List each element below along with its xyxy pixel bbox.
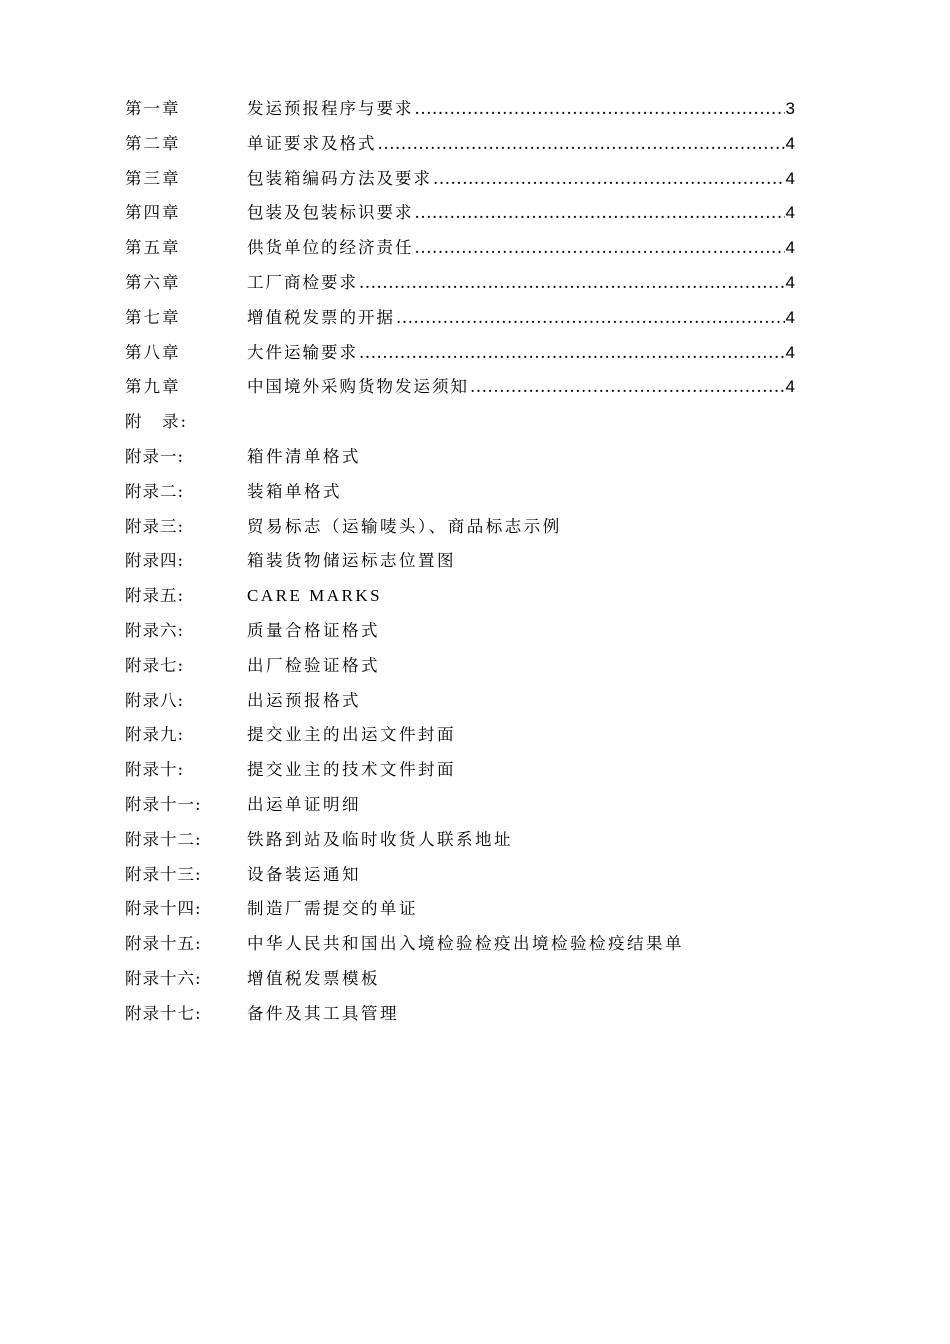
chapter-label: 第四章: [125, 203, 181, 223]
appendix-label: 附录十:: [125, 760, 185, 780]
appendix-label: 附录八:: [125, 690, 185, 710]
toc-entry-appendix-2[interactable]: [125, 478, 795, 513]
chapter-label: 第九章: [125, 377, 181, 397]
appendix-label: 附录十七:: [125, 1003, 202, 1023]
appendix-title: 箱件清单格式: [247, 446, 361, 466]
chapter-title: 中国境外采购货物发运须知: [247, 377, 469, 397]
appendix-label: 附录六:: [125, 620, 185, 640]
chapter-label: 第八章: [125, 342, 181, 362]
appendix-label: 附录十五:: [125, 934, 202, 954]
appendix-label: 附录四:: [125, 551, 185, 571]
dot-leader: [359, 273, 785, 292]
dot-leader: [396, 308, 785, 327]
toc-entry-appendix-11[interactable]: [125, 791, 795, 826]
toc-entry-appendix-6[interactable]: [125, 617, 795, 652]
chapter-title: 工厂商检要求: [247, 272, 358, 292]
chapter-title: 供货单位的经济责任: [247, 238, 414, 258]
appendix-heading-row: [125, 408, 795, 443]
dot-leader: [359, 343, 785, 362]
toc-entry-appendix-13[interactable]: [125, 861, 795, 896]
appendix-title: 出运预报格式: [247, 690, 361, 710]
page-number: 4: [785, 133, 795, 153]
appendix-title: 备件及其工具管理: [247, 1003, 399, 1023]
chapter-title: 包装箱编码方法及要求: [247, 168, 432, 188]
appendix-label: 附录二:: [125, 481, 185, 501]
toc-entry-chapter-6[interactable]: [125, 269, 795, 304]
toc-entry-appendix-10[interactable]: [125, 756, 795, 791]
appendix-title: 制造厂需提交的单证: [247, 899, 418, 919]
appendix-title: 提交业主的出运文件封面: [247, 725, 456, 745]
chapter-title: 增值税发票的开据: [247, 307, 395, 327]
appendix-title: 贸易标志（运输唛头）、商品标志示例: [247, 516, 562, 536]
appendix-title: 质量合格证格式: [247, 620, 380, 640]
chapter-label: 第六章: [125, 272, 181, 292]
toc-entry-chapter-9[interactable]: [125, 373, 795, 408]
appendix-label: 附录十四:: [125, 899, 202, 919]
toc-entry-chapter-3[interactable]: [125, 165, 795, 200]
toc-entry-chapter-2[interactable]: [125, 130, 795, 165]
appendix-title: 出运单证明细: [247, 794, 361, 814]
dot-leader: [433, 169, 785, 188]
appendix-title: 出厂检验证格式: [247, 655, 380, 675]
appendix-title: 箱装货物储运标志位置图: [247, 551, 456, 571]
appendix-label: 附录三:: [125, 516, 185, 536]
page-number: 4: [785, 342, 795, 362]
page-number: 4: [785, 307, 795, 327]
appendix-title: CARE MARKS: [247, 586, 383, 606]
toc-entry-chapter-5[interactable]: [125, 234, 795, 269]
chapter-label: 第一章: [125, 99, 181, 118]
toc-entry-chapter-7[interactable]: [125, 304, 795, 339]
toc-entry-appendix-4[interactable]: [125, 547, 795, 582]
toc-entry-appendix-14[interactable]: [125, 895, 795, 930]
toc-entry-appendix-9[interactable]: [125, 721, 795, 756]
appendix-title: 中华人民共和国出入境检验检疫出境检验检疫结果单: [247, 934, 684, 954]
appendix-title: 提交业主的技术文件封面: [247, 760, 456, 780]
appendix-label: 附录十一:: [125, 794, 202, 814]
page-number: 3: [785, 99, 795, 118]
appendix-label: 附录七:: [125, 655, 185, 675]
chapter-title: 大件运输要求: [247, 342, 358, 362]
toc-entry-appendix-1[interactable]: [125, 443, 795, 478]
page-number: 4: [785, 238, 795, 258]
dot-leader: [415, 238, 785, 257]
toc-entry-chapter-1[interactable]: [125, 95, 795, 130]
appendix-title: 装箱单格式: [247, 481, 342, 501]
toc-entry-appendix-5[interactable]: [125, 582, 795, 617]
dot-leader: [378, 134, 785, 153]
chapter-label: 第七章: [125, 307, 181, 327]
toc-entry-appendix-12[interactable]: [125, 826, 795, 861]
chapter-title: 单证要求及格式: [247, 133, 377, 153]
toc-entry-appendix-3[interactable]: [125, 513, 795, 548]
appendix-title: 增值税发票模板: [247, 968, 380, 988]
dot-leader: [415, 99, 785, 118]
appendix-title: 设备装运通知: [247, 864, 361, 884]
toc-entry-appendix-7[interactable]: [125, 652, 795, 687]
toc-entry-appendix-15[interactable]: [125, 930, 795, 965]
page-number: 4: [785, 203, 795, 223]
appendix-label: 附录十六:: [125, 968, 202, 988]
appendix-label: 附录十二:: [125, 829, 202, 849]
page-number: 4: [785, 168, 795, 188]
chapter-label: 第二章: [125, 133, 181, 153]
toc-entry-chapter-8[interactable]: [125, 339, 795, 374]
toc-entry-chapter-4[interactable]: [125, 199, 795, 234]
appendix-label: 附录五:: [125, 586, 185, 606]
appendix-label: 附录一:: [125, 446, 185, 466]
appendix-title: 铁路到站及临时收货人联系地址: [247, 829, 513, 849]
chapter-label: 第三章: [125, 168, 181, 188]
dot-leader: [415, 203, 785, 222]
page-number: 4: [785, 272, 795, 292]
appendix-label: 附录十三:: [125, 864, 202, 884]
chapter-label: 第五章: [125, 238, 181, 258]
toc-entry-appendix-8[interactable]: [125, 687, 795, 722]
page-number: 4: [785, 377, 795, 397]
table-of-contents: [125, 95, 795, 1035]
toc-entry-appendix-17[interactable]: [125, 1000, 795, 1035]
chapter-title: 发运预报程序与要求: [247, 99, 414, 118]
toc-entry-appendix-16[interactable]: [125, 965, 795, 1000]
dot-leader: [470, 377, 785, 396]
appendix-label: 附录九:: [125, 725, 185, 745]
chapter-title: 包装及包装标识要求: [247, 203, 414, 223]
appendix-heading: 附 录:: [125, 412, 189, 432]
